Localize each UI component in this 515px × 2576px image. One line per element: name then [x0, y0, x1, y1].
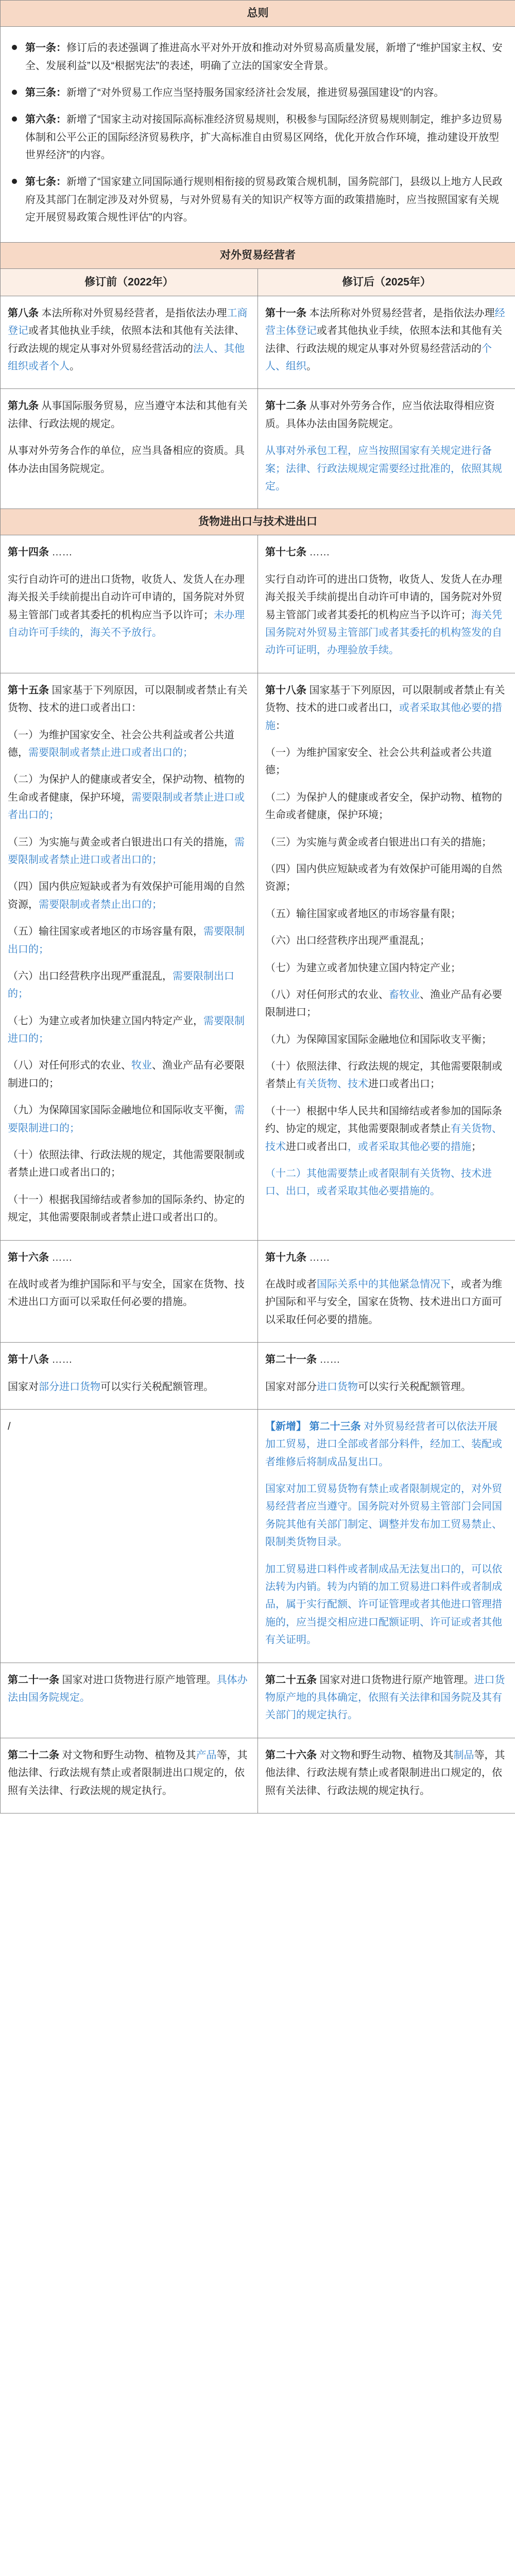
article-text: 等，其他法律、行政法规有禁止或者限制进出口规定的，依照有关法律、行政法规的规定执行。: [8, 1749, 248, 1797]
clause-text: （九）为保障国家国际金融地位和国际收支平衡，: [8, 1105, 234, 1116]
clause-text: （十）依照法律、行政法规的规定，其他需要限制或者禁止进口或者出口的；: [8, 1149, 245, 1179]
article-number: 第十八条: [8, 1354, 49, 1366]
article-before: [1, 1240, 258, 1343]
clause-item: [265, 905, 508, 923]
clause-text: （五）输往国家或者地区的市场容量有限；: [265, 908, 461, 920]
article-text: 国家对部分: [265, 1381, 317, 1393]
article-number: 第九条: [8, 400, 39, 412]
changed-text: 需要限制出口的；: [8, 926, 245, 955]
comparison-row: [1, 1738, 515, 1813]
article-number: 第十八条: [265, 684, 306, 696]
general-note-item: [8, 111, 505, 164]
clause-item: [8, 726, 250, 762]
changed-text: 需要限制或者禁止出口的；: [39, 899, 162, 910]
note-head: 第一条：: [25, 42, 66, 54]
article-before: [1, 1343, 258, 1410]
column-header-before: 修订前（2022年）: [1, 268, 258, 296]
article-text: 等，其他法律、行政法规有禁止或者限制进出口规定的，依照有关法律、行政法规的规定执行。: [265, 1749, 505, 1797]
article-after: [258, 1663, 515, 1738]
comparison-row: [1, 535, 515, 673]
changed-text: 或者采取其他必要的措施: [265, 702, 502, 732]
ellipsis: ……: [306, 547, 330, 558]
changed-text: 具体办法由国务院规定。: [8, 1674, 248, 1703]
clause-item: [8, 1146, 250, 1182]
changed-text: 需要限制或者禁止进口或者出口的；: [28, 747, 193, 758]
article-number: 第十二条: [265, 400, 306, 412]
clause-text: （三）为实施与黄金或者白银进出口有关的措施，: [8, 836, 234, 848]
note-head: 第三条：: [25, 87, 66, 98]
comparison-row: [1, 389, 515, 509]
clause-item: [8, 771, 250, 824]
clause-text: （四）国内供应短缺或者为有效保护可能用竭的自然资源；: [265, 863, 502, 893]
changed-text: 法人、其他组织或者个人: [8, 343, 245, 372]
changed-text: 从事对外承包工程，应当按照国家有关规定进行备案；法律、行政法规规定需要经过批准的，依照其规定。: [265, 445, 502, 492]
article-number: 第二十六条: [265, 1749, 317, 1761]
note-text: 新增了“国家建立同国际通行规则相衔接的贸易政策合规机制，国务院部门，县级以上地方人民政府及其部门在制定涉及对外贸易，与对外贸易有关的知识产权等方面的政策措施时，应当按照国家有关规定开展贸易政策合规性评估”的内容。: [25, 176, 503, 224]
comparison-row: [1, 673, 515, 1240]
bullet-icon: [12, 90, 17, 95]
changed-text: 需要限制出口的；: [8, 970, 234, 1000]
clause-item: [265, 1058, 508, 1093]
clause-text: 进口或者出口；: [368, 1078, 440, 1090]
clause-item: [8, 834, 250, 869]
general-note-item: [8, 39, 505, 75]
article-text: 可以实行关税配额管理。: [358, 1381, 471, 1393]
article-before: [1, 535, 258, 673]
article-number: 第十五条: [8, 684, 49, 696]
changed-text: 畜牧业: [389, 989, 420, 1001]
article-before: [1, 389, 258, 509]
clause-item: [265, 986, 508, 1022]
article-after: [258, 535, 515, 673]
article-text: 。: [70, 361, 80, 372]
article-text: 可以实行关税配额管理。: [100, 1381, 214, 1393]
article-number: 第二十一条: [265, 1354, 317, 1366]
changed-text: 对外贸易经营者可以依法开展加工贸易，进口全部或者部分料件，经加工、装配或者维修后将制成品复出口。: [265, 1420, 502, 1468]
article-text: 或者其他执业手续，依照本法和其他有关法律、行政法规的规定从事对外贸易经营活动的: [265, 325, 502, 354]
clause-item: [8, 1057, 250, 1092]
clause-item: [265, 860, 508, 896]
article-number: 第十七条: [265, 547, 306, 558]
section-header-goods: [1, 509, 515, 535]
clause-text: （六）出口经营秩序出现严重混乱，: [8, 970, 173, 982]
clause-item: [265, 834, 508, 851]
article-text: 从事国际服务贸易，应当遵守本法和其他有关法律、行政法规的规定。: [8, 400, 248, 430]
article-number: 第十六条: [8, 1251, 49, 1263]
changed-text: 有关货物、技术: [265, 1123, 502, 1153]
article-after: [258, 1343, 515, 1410]
changed-text: 需要限制或者禁止进口或者出口的；: [8, 791, 245, 821]
article-text: ：: [276, 720, 286, 732]
article-text: 对文物和野生动物、植物及其: [59, 1749, 196, 1761]
section-title: 总则: [1, 1, 515, 27]
clause-text: （十一）根据我国缔结或者参加的国际条约、协定的规定，其他需要限制或者禁止进口或者出口的。: [8, 1194, 245, 1224]
article-number: 第二十五条: [265, 1674, 317, 1686]
clause-text: （十一）根据中华人民共和国缔结或者参加的国际条约、协定的规定，其他需要限制或者禁止: [265, 1105, 502, 1135]
clause-text: （十）依照法律、行政法规的规定，其他需要限制或者禁止: [265, 1061, 502, 1090]
ellipsis: ……: [306, 1251, 330, 1263]
article-text: 。: [306, 361, 317, 372]
article-text: 国家基于下列原因，可以限制或者禁止有关货物、技术的进口或者出口：: [8, 684, 248, 714]
article-before: [1, 1738, 258, 1813]
clause-item: [8, 1012, 250, 1048]
column-header-after: 修订后（2025年）: [258, 268, 515, 296]
comparison-row: [1, 1663, 515, 1738]
clause-item: [8, 1101, 250, 1137]
article-after: [258, 389, 515, 509]
clause-item: [8, 968, 250, 1003]
article-number: 第八条: [8, 307, 39, 319]
article-text: 国家对进口货物进行原产地管理。: [317, 1674, 474, 1686]
general-notes-cell: [1, 27, 515, 243]
comparison-row: [1, 296, 515, 389]
changed-text: 需要限制或者禁止进口或者出口的；: [8, 836, 245, 866]
article-text: 本法所称对外贸易经营者，是指依法办理: [306, 307, 495, 319]
article-after: [258, 673, 515, 1240]
changed-text: ，或者采取其他必要的措施: [348, 1141, 471, 1153]
note-head: 第六条：: [25, 114, 66, 126]
note-head: 第七条：: [25, 176, 66, 188]
clause-text: （七）为建立或者加快建立国内特定产业；: [265, 962, 461, 974]
clause-text: （五）输往国家或者地区的市场容量有限，: [8, 926, 203, 938]
article-before: [1, 1409, 258, 1663]
section-title: 对外贸易经营者: [1, 242, 515, 268]
changed-text: 需要限制进口的；: [8, 1015, 245, 1045]
changed-text: 有关货物、技术: [296, 1078, 368, 1090]
changed-text: 未办理自动许可手续的，海关不予放行。: [8, 609, 245, 639]
note-text: 新增了“对外贸易工作应当坚持服务国家经济社会发展，推进贸易强国建设”的内容。: [66, 87, 444, 98]
bullet-icon: [12, 179, 17, 184]
clause-text: （八）对任何形式的农业、: [265, 989, 389, 1001]
clause-text: （一）为维护国家安全、社会公共利益或者公共道德；: [265, 747, 492, 776]
clause-item: [8, 1191, 250, 1227]
article-before: [1, 1663, 258, 1738]
section-header-general: [1, 1, 515, 27]
clause-text: （九）为保障国家国际金融地位和国际收支平衡；: [265, 1033, 492, 1045]
article-after: [258, 296, 515, 389]
changed-text: 需要限制进口的；: [8, 1105, 245, 1134]
article-number: 第十九条: [265, 1251, 306, 1263]
article-after: [258, 1240, 515, 1343]
section-title: 货物进出口与技术进出口: [1, 509, 515, 535]
changed-text: 进口货物: [317, 1381, 358, 1393]
changed-text: 个人、组织: [265, 343, 492, 372]
article-text: 对文物和野生动物、植物及其: [317, 1749, 454, 1761]
column-header-row: [1, 268, 515, 296]
changed-text: 制品: [453, 1749, 474, 1761]
clause-text: （一）为维护国家安全、社会公共利益或者公共道德，: [8, 729, 234, 758]
ellipsis: ……: [49, 547, 73, 558]
comparison-row: [1, 1240, 515, 1343]
clause-text: （三）为实施与黄金或者白银进出口有关的措施；: [265, 836, 492, 848]
clause-item: [265, 959, 508, 977]
clause-item: [8, 878, 250, 913]
article-number: 第二十一条: [8, 1674, 59, 1686]
changed-text: 工商登记: [8, 307, 248, 337]
general-note-item: [8, 84, 505, 101]
article-before: [1, 673, 258, 1240]
clause-item: [265, 1165, 508, 1200]
article-after: [258, 1409, 515, 1663]
changed-text: 进口货物原产地的具体确定，依照有关法律和国务院及其有关部门的规定执行。: [265, 1674, 505, 1721]
article-number: 第二十二条: [8, 1749, 59, 1761]
clause-item: [265, 1031, 508, 1048]
article-text: 国家对进口货物进行原产地管理。: [59, 1674, 217, 1686]
bullet-icon: [12, 45, 17, 50]
article-text: 或者其他执业手续，依照本法和其他有关法律、行政法规的规定从事对外贸易经营活动的: [8, 325, 245, 354]
ellipsis: ……: [49, 1354, 73, 1366]
article-text: 本法所称对外贸易经营者，是指依法办理: [39, 307, 227, 319]
clause-text: （二）为保护人的健康或者安全，保护动物、植物的生命或者健康，保护环境，: [8, 774, 245, 803]
ellipsis: ……: [49, 1251, 73, 1263]
changed-text: 产品: [196, 1749, 217, 1761]
changed-text: 国际关系中的其他紧急情况下: [317, 1278, 451, 1290]
ellipsis: ……: [317, 1354, 340, 1366]
article-text: 从事对外劳务合作，应当依法取得相应资质。具体办法由国务院规定。: [265, 400, 495, 430]
changed-text: 部分进口货物: [39, 1381, 100, 1393]
article-text: 在战时或者: [265, 1278, 317, 1290]
note-text: 新增了“国家主动对接国际高标准经济贸易规则，积极参与国际经济贸易规则制定，维护多边贸易体制和公平公正的国际经济贸易秩序，扩大高标准自由贸易区网络，优化开放合作环境，推动建设开放型世界经济”的内容。: [25, 114, 503, 161]
clause-text: （八）对任何形式的农业、: [8, 1060, 131, 1072]
article-number: 第十一条: [265, 307, 306, 319]
changed-text: 海关凭国务院对外贸易主管部门或者其委托的机构签发的自动许可证明，办理验放手续。: [265, 609, 502, 656]
section-header-operators: [1, 242, 515, 268]
new-article-number: 【新增】 第二十三条: [265, 1420, 361, 1432]
clause-text: ；: [471, 1141, 482, 1153]
comparison-row: [1, 1409, 515, 1663]
bullet-icon: [12, 116, 17, 122]
clause-text: 进口或者出口: [286, 1141, 348, 1153]
clause-text: （二）为保护人的健康或者安全，保护动物、植物的生命或者健康，保护环境；: [265, 791, 502, 821]
clause-item: [265, 744, 508, 779]
general-notes-row: [1, 27, 515, 243]
clause-item: [8, 923, 250, 958]
article-text: 在战时或者为维护国际和平与安全，国家在货物、技术进出口方面可以采取任何必要的措施。: [8, 1278, 245, 1308]
changed-text: 加工贸易进口料件或者制成品无法复出口的，可以依法转为内销。转为内销的加工贸易进口料件或者制成品，属于实行配额、许可证管理或者其他进口管理措施的，应当提交相应进口配额证明、许可证或者其他有关证明。: [265, 1563, 502, 1646]
comparison-row: [1, 1343, 515, 1410]
note-text: 修订后的表述强调了推进高水平对外开放和推动对外贸易高质量发展，新增了“维护国家主权、安全、发展利益”以及“根据宪法”的表述，明确了立法的国家安全背景。: [25, 42, 503, 72]
article-text: 国家基于下列原因，可以限制或者禁止有关货物、技术的进口或者出口，: [265, 684, 505, 714]
clause-text: 、渔业产品有必要限制进口的；: [8, 1060, 245, 1089]
article-before: [1, 296, 258, 389]
general-note-item: [8, 173, 505, 226]
clause-text: 、渔业产品有必要限制进口；: [265, 989, 502, 1019]
clause-text: （六）出口经营秩序出现严重混乱；: [265, 935, 430, 947]
article-text: ，或者为维护国际和平与安全，国家在货物、技术进出口方面可以采取任何必要的措施。: [265, 1278, 502, 1326]
clause-text: （四）国内供应短缺或者为有效保护可能用竭的自然资源，: [8, 881, 245, 910]
changed-text: 牧业: [131, 1060, 152, 1072]
article-text: 实行自动许可的进出口货物，收货人、发货人在办理海关报关手续前提出自动许可申请的，国务院对外贸易主管部门或者其委托的机构应当予以许可；: [265, 573, 502, 621]
article-after: [258, 1738, 515, 1813]
article-number: 第十四条: [8, 547, 49, 558]
no-counterpart-mark: /: [8, 1420, 11, 1432]
clause-item: [265, 789, 508, 824]
article-text: 实行自动许可的进出口货物，收货人、发货人在办理海关报关手续前提出自动许可申请的，国务院对外贸易主管部门或者其委托的机构应当予以许可；: [8, 573, 245, 621]
changed-text: 国家对加工贸易货物有禁止或者限制规定的，对外贸易经营者应当遵守。国务院对外贸易主管部门会同国务院其他有关部门制定、调整并发布加工贸易禁止、限制类货物目录。: [265, 1483, 502, 1548]
general-notes-list: [8, 31, 508, 238]
clause-text: （七）为建立或者加快建立国内特定产业，: [8, 1015, 203, 1027]
changed-text: （十二）其他需要禁止或者限制有关货物、技术进口、出口，或者采取其他必要措施的。: [265, 1168, 492, 1197]
clause-item: [265, 1103, 508, 1156]
clause-item: [265, 932, 508, 950]
article-text: 从事对外劳务合作的单位，应当具备相应的资质。具体办法由国务院规定。: [8, 445, 245, 474]
article-text: 国家对: [8, 1381, 39, 1393]
changed-text: 经营主体登记: [265, 307, 505, 337]
